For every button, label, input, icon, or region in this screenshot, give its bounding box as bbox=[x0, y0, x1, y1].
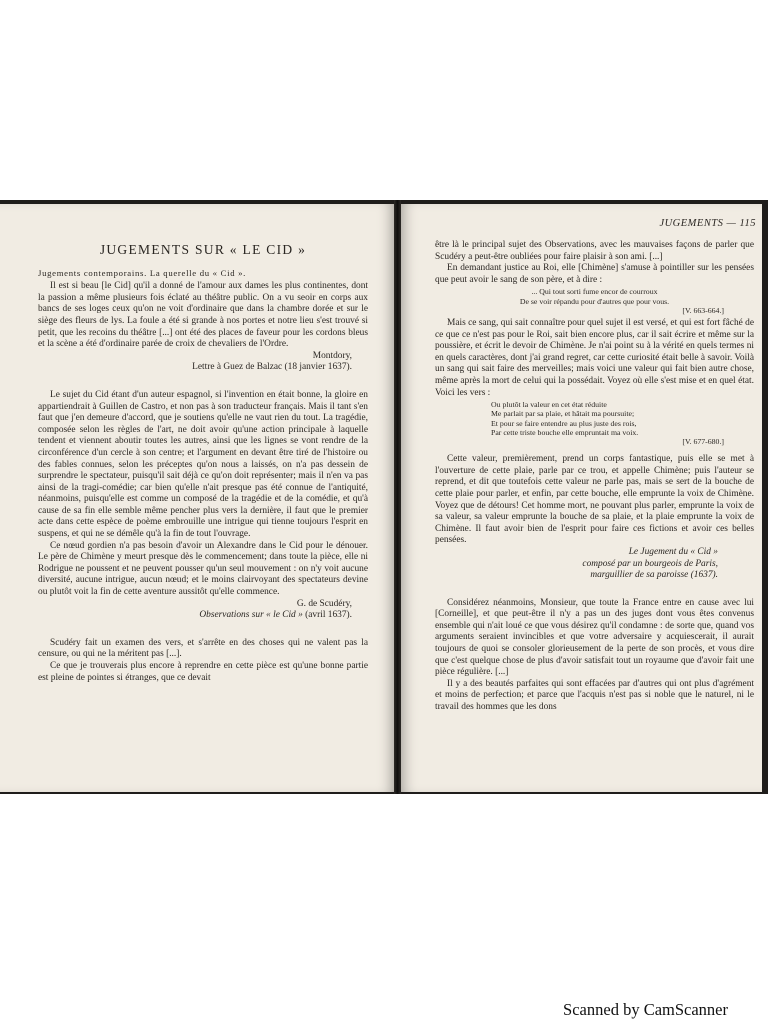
attribution-source: Lettre à Guez de Balzac (18 janvier 1637). bbox=[192, 362, 352, 373]
passage-pointes: Ce que je trouverais plus encore à reprendre en cette pièce est qu'une bonne partie est pleine de pointes si étranges, que ce devait bbox=[38, 661, 368, 683]
passage-continuation: être là le principal sujet des Observations, avec les mauvaises façons de parler que Scudéry a peut-être oubliées pour faire plaisir à son ami. [...] bbox=[435, 240, 754, 262]
camscanner-watermark: Scanned by CamScanner bbox=[563, 1000, 728, 1019]
page-title: JUGEMENTS SUR « LE CID » bbox=[99, 242, 307, 257]
verse-line: ... Qui tout sorti fume encor de courroux bbox=[531, 287, 658, 297]
verse-line: Ou plutôt la valeur en cet état réduite bbox=[491, 400, 607, 410]
passage-sang: Mais ce sang, qui sait connaître pour quel sujet il est versé, et qui est fort fâché de ce que ce n'est pas pour le Roi, sait bien encore plus, car il sait écrire et même sur la poussière, et écrit le devoir de Chimène. Je n'ai point su à la vérité en quels termes ni en quels caractères, dont j'ai grand regret, car cette curiosité était belle à savoir. Voilà un sang qui sait faire des merveilles; mais voici une valeur qui fait bien autre chose, même après la mort de celui qui la possédait. Voyez où elle s'est mise et en quel état. Voici les vers : bbox=[435, 317, 754, 398]
verse-reference: [V. 677-680.] bbox=[682, 436, 724, 446]
verse-line: Me parlait par sa plaie, et hâtait ma poursuite; bbox=[491, 409, 635, 419]
attribution-source bbox=[38, 610, 368, 622]
passage-scudery-1: Le sujet du Cid étant d'un auteur espagnol, si l'invention en était bonne, la gloire en appartiendrait à Guillen de Castro, et non pas à son traducteur français. Mais il tant s'en faut que j'en demeure d'accord, que je soutiens qu'elle ne vaut rien du tout. La tragédie, composée selon les règles de l'art, ne doit avoir qu'une action principale à laquelle tendent et viennent aboutir toutes les autres, ainsi que les lignes se vont rendre de la circonférence d'un cercle à son centre; et l'argument en devant être tiré de l'histoire ou des fables connues, selon les préceptes qu'on nous a laissés, on n'a pas dessein de surprendre le spectateur, puisqu'il sait déjà ce qu'on doit représenter; mais il n'en va pas ainsi de la tragi-comédie; car bien qu'elle n'ait presque pas été connue de l'antiquité, néanmoins, puisqu'elle est comme un composé de la tragédie et de la comédie, et qu'à cause de sa fin elle semble même pencher plus vers la dernière, il faut que le premier acte dans cette espèce de poème embrouille une intrigue qui tienne toujours l'esprit en suspens, et qui ne se démêle qu'à la fin de tout l'ouvrage. bbox=[38, 389, 368, 540]
source-title: Observations sur « le Cid » bbox=[199, 610, 303, 621]
passage-scudery-exam: Scudéry fait un examen des vers, et s'arrête en des choses qui ne valent pas la censure, ou qui ne la méritent pas [...]. bbox=[38, 637, 368, 660]
passage-beautes: Il y a des beautés parfaites qui sont effacées par d'autres qui ont plus d'agrément et moins de perfection; et parce que l'acquis n'est pas si noble que le naturel, ni le travail des hommes que les dons bbox=[435, 678, 754, 713]
passage-considerez: Considérez néanmoins, Monsieur, que toute la France entre en cause avec lui [Corneille], et que peut-être il n'y a pas un des juges dont vous êtes convenus ensemble qui n'ait loué ce que vous désirez qu'il condamne : de sorte que, quand vos arguments seraient invincibles et que votre adversaire y acquiescerait, il aurait toujours de quoi se consoler glorieusement de la perte de son procès, et vous dire que c'est quelque chose de plus d'avoir satisfait tout un royaume que d'avoir fait une pièce régulière. [...] bbox=[435, 597, 754, 678]
left-page bbox=[0, 204, 394, 792]
passage-valeur: Cette valeur, premièrement, prend un corps fantastique, puis elle se met à l'ouverture de cette plaie, parle par ce trou, et appelle Chimène; puis l'auteur se reprend, et dit que toutefois cette valeur ne parle pas, mais se sert de la bouche de cette plaie pour parler, et enfin, par cette bouche, elle emprunte la voix de Chimène. Voyez que de détours! Cet homme mort, ne pouvant plus parler, emprunte la voix de sa valeur, sa valeur emprunte la bouche de sa plaie, et la plaie emprunte la voix de Chimène. Il faut avoir bien de l'esprit pour faire ces fictions et avoir ces belles pensées. bbox=[435, 454, 754, 546]
book-gutter bbox=[394, 200, 401, 794]
section-heading: Jugements contemporains. La querelle du « Cid ». bbox=[38, 267, 247, 278]
signature-line: composé par un bourgeois de Paris, bbox=[582, 558, 718, 569]
verse-line: De se voir répandu pour d'autres que pour vous. bbox=[519, 296, 670, 306]
signature-jugement bbox=[435, 547, 754, 582]
right-page bbox=[401, 204, 762, 792]
source-date: (avril 1637). bbox=[302, 610, 352, 621]
verse-line: Par cette triste bouche elle empruntait ma voix. bbox=[491, 427, 639, 437]
verse-quote-1 bbox=[435, 287, 754, 315]
passage-scudery-2: Ce nœud gordien n'a pas besoin d'avoir un Alexandre dans le Cid pour le dénouer. Le père de Chimène y meurt presque dès le commencement; dans toute la pièce, elle ni Rodrigue ne poussent et ne peuvent pousser qu'un seul mouvement : on n'y voit aucune diversité, aucune intrigue, aucun nœud; et le moins clairvoyant des spectateurs devine ou plutôt voit la fin de cette aventure aussitôt qu'elle commence. bbox=[38, 540, 368, 598]
running-head: JUGEMENTS — 115 bbox=[659, 218, 756, 229]
passage-montdory: Il est si beau [le Cid] qu'il a donné de l'amour aux dames les plus continentes, dont la passion a même plusieurs fois éclaté au théâtre public. On a vu seoir en corps aux bancs de ses loges ceux qu'on ne voit d'ordinaire que dans la chambre dorée et sur le siège des fleurs de lys. La foule a été si grande à nos portes et notre lieu s'est trouvé si petit, que les recoins du théâtre [...] ont été des places de faveur pour les cordons bleus et la scène a été d'ordinaire parée de croix de chevaliers de l'Ordre. bbox=[38, 281, 368, 350]
right-page-content bbox=[435, 240, 754, 714]
verse-quote-2 bbox=[435, 400, 754, 446]
passage-chimene: En demandant justice au Roi, elle [Chimène] s'amuse à pointiller sur les pensées que peut avoir le sang de son père, et à dire : bbox=[435, 263, 754, 285]
signature-line: Le Jugement du « Cid » bbox=[628, 546, 718, 557]
signature-line: marguillier de sa paroisse (1637). bbox=[590, 570, 718, 581]
left-page-content bbox=[38, 244, 368, 684]
verse-line: Et pour se faire entendre au plus juste des rois, bbox=[491, 418, 637, 428]
attribution-author: Montdory, bbox=[312, 350, 352, 361]
verse-reference: [V. 663-664.] bbox=[682, 305, 724, 315]
attribution-author: G. de Scudéry, bbox=[296, 598, 352, 609]
book-spread bbox=[0, 200, 768, 794]
